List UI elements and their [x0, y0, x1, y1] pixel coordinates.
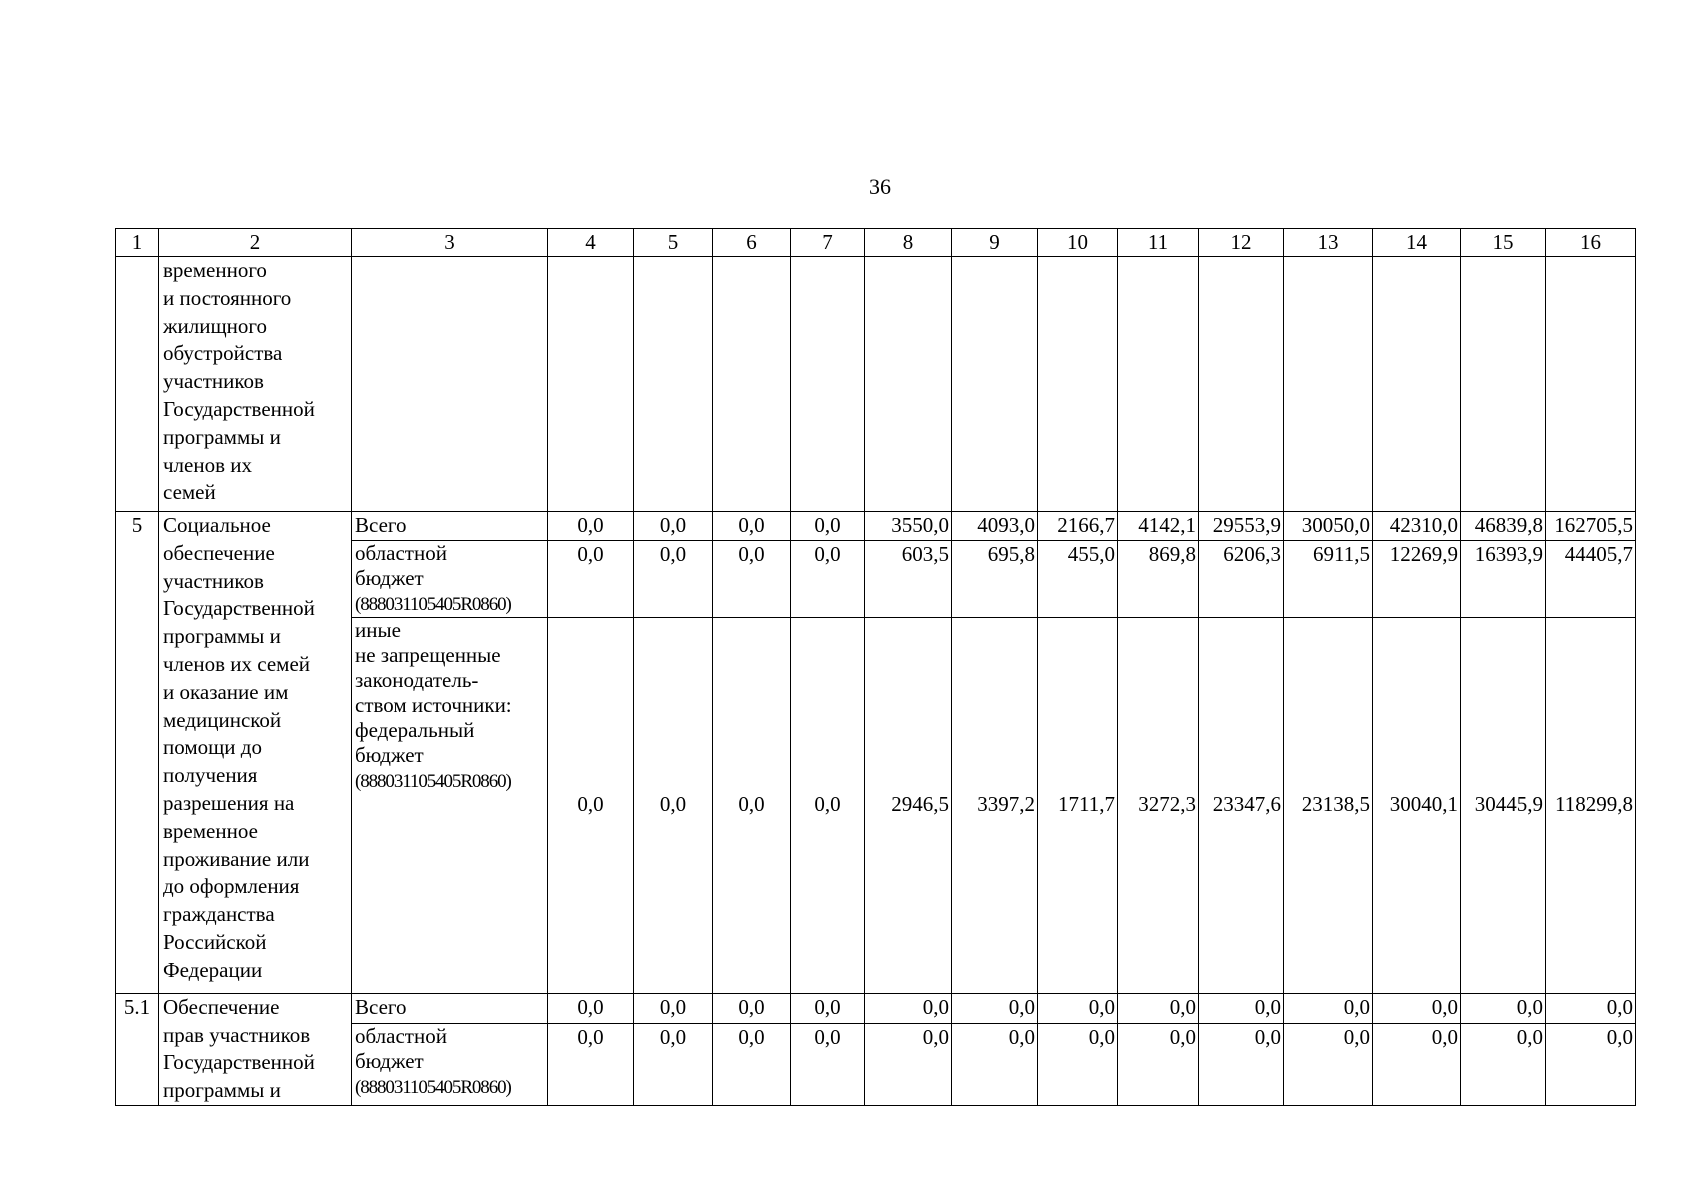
value-cell: 0,0 [634, 540, 713, 617]
value-cell: 12269,9 [1373, 540, 1461, 617]
column-header: 10 [1038, 229, 1118, 257]
column-header: 12 [1199, 229, 1284, 257]
value-cell: 0,0 [548, 512, 634, 541]
value-cell: 16393,9 [1461, 540, 1546, 617]
value-cell: 0,0 [791, 993, 865, 1024]
value-cell: 0,0 [713, 512, 791, 541]
empty-cell [634, 257, 713, 512]
column-header: 16 [1546, 229, 1636, 257]
value-cell: 0,0 [865, 993, 952, 1024]
value-cell: 0,0 [791, 1024, 865, 1106]
column-header: 14 [1373, 229, 1461, 257]
column-header: 3 [352, 229, 548, 257]
source-cell: иные не запрещенные законодатель- ством источники: федеральный бюджет (888031105405R0860) [352, 617, 548, 993]
value-cell: 0,0 [1373, 1024, 1461, 1106]
value-cell: 0,0 [791, 617, 865, 993]
value-cell: 0,0 [1118, 993, 1199, 1024]
value-cell: 4093,0 [952, 512, 1038, 541]
empty-cell [1461, 257, 1546, 512]
value-cell: 0,0 [713, 540, 791, 617]
value-cell: 0,0 [1284, 993, 1373, 1024]
value-cell: 29553,9 [1199, 512, 1284, 541]
value-cell: 0,0 [1199, 993, 1284, 1024]
column-header: 11 [1118, 229, 1199, 257]
budget-table [115, 228, 1636, 1106]
empty-cell [1199, 257, 1284, 512]
table-row [116, 993, 1636, 1024]
value-cell: 0,0 [791, 540, 865, 617]
value-cell: 30050,0 [1284, 512, 1373, 541]
value-cell: 0,0 [713, 993, 791, 1024]
value-cell: 0,0 [1461, 993, 1546, 1024]
value-cell: 0,0 [548, 993, 634, 1024]
row-name-cell: Обеспечение прав участников Государственной программы и [159, 993, 352, 1105]
value-cell: 0,0 [1546, 1024, 1636, 1106]
value-cell: 6911,5 [1284, 540, 1373, 617]
value-cell: 0,0 [548, 617, 634, 993]
empty-cell [1373, 257, 1461, 512]
value-cell: 0,0 [713, 1024, 791, 1106]
column-header: 7 [791, 229, 865, 257]
value-cell: 23347,6 [1199, 617, 1284, 993]
empty-cell [791, 257, 865, 512]
value-cell: 0,0 [634, 512, 713, 541]
column-header: 15 [1461, 229, 1546, 257]
value-cell: 0,0 [1118, 1024, 1199, 1106]
value-cell: 0,0 [1284, 1024, 1373, 1106]
source-cell: областной бюджет (888031105405R0860) [352, 540, 548, 617]
value-cell: 0,0 [548, 540, 634, 617]
value-cell: 0,0 [1461, 1024, 1546, 1106]
value-cell: 0,0 [1546, 993, 1636, 1024]
value-cell: 1711,7 [1038, 617, 1118, 993]
column-header: 5 [634, 229, 713, 257]
value-cell: 695,8 [952, 540, 1038, 617]
empty-cell [952, 257, 1038, 512]
empty-cell [865, 257, 952, 512]
column-header: 2 [159, 229, 352, 257]
value-cell: 0,0 [1038, 1024, 1118, 1106]
value-cell: 4142,1 [1118, 512, 1199, 541]
source-cell: Всего [352, 512, 548, 541]
value-cell: 0,0 [713, 617, 791, 993]
value-cell: 118299,8 [1546, 617, 1636, 993]
value-cell: 0,0 [548, 1024, 634, 1106]
value-cell: 0,0 [634, 993, 713, 1024]
empty-cell [1118, 257, 1199, 512]
value-cell: 46839,8 [1461, 512, 1546, 541]
row-name-cell: временного и постоянного жилищного обустройства участников Государственной программы и членов их семей [159, 257, 352, 512]
row-number-cell: 5 [116, 512, 159, 994]
column-header: 9 [952, 229, 1038, 257]
value-cell: 44405,7 [1546, 540, 1636, 617]
row-number-cell [116, 257, 159, 512]
value-cell: 0,0 [952, 993, 1038, 1024]
column-header: 8 [865, 229, 952, 257]
value-cell: 23138,5 [1284, 617, 1373, 993]
value-cell: 0,0 [634, 1024, 713, 1106]
value-cell: 30040,1 [1373, 617, 1461, 993]
column-header: 13 [1284, 229, 1373, 257]
value-cell: 455,0 [1038, 540, 1118, 617]
column-header: 4 [548, 229, 634, 257]
header-row [116, 229, 1636, 257]
column-header: 6 [713, 229, 791, 257]
value-cell: 30445,9 [1461, 617, 1546, 993]
value-cell: 42310,0 [1373, 512, 1461, 541]
value-cell: 2166,7 [1038, 512, 1118, 541]
value-cell: 0,0 [634, 617, 713, 993]
value-cell: 3550,0 [865, 512, 952, 541]
empty-cell [1038, 257, 1118, 512]
empty-cell [548, 257, 634, 512]
value-cell: 6206,3 [1199, 540, 1284, 617]
value-cell: 603,5 [865, 540, 952, 617]
row-name-cell: Социальное обеспечение участников Государственной программы и членов их семей и оказание им медицинской помощи до получения разрешения на временное проживание или до оформления гражданства Российской Федерации [159, 512, 352, 994]
column-header: 1 [116, 229, 159, 257]
value-cell: 0,0 [952, 1024, 1038, 1106]
source-cell: Всего [352, 993, 548, 1024]
source-cell: областной бюджет (888031105405R0860) [352, 1024, 548, 1106]
value-cell: 0,0 [865, 1024, 952, 1106]
row-number-cell: 5.1 [116, 993, 159, 1105]
value-cell: 0,0 [1373, 993, 1461, 1024]
empty-cell [1284, 257, 1373, 512]
value-cell: 869,8 [1118, 540, 1199, 617]
empty-cell [352, 257, 548, 512]
value-cell: 0,0 [1038, 993, 1118, 1024]
value-cell: 3397,2 [952, 617, 1038, 993]
value-cell: 162705,5 [1546, 512, 1636, 541]
empty-cell [713, 257, 791, 512]
value-cell: 0,0 [791, 512, 865, 541]
page-number: 36 [869, 174, 891, 199]
value-cell: 0,0 [1199, 1024, 1284, 1106]
empty-cell [1546, 257, 1636, 512]
value-cell: 2946,5 [865, 617, 952, 993]
table-row [116, 512, 1636, 541]
value-cell: 3272,3 [1118, 617, 1199, 993]
table-row [116, 257, 1636, 512]
